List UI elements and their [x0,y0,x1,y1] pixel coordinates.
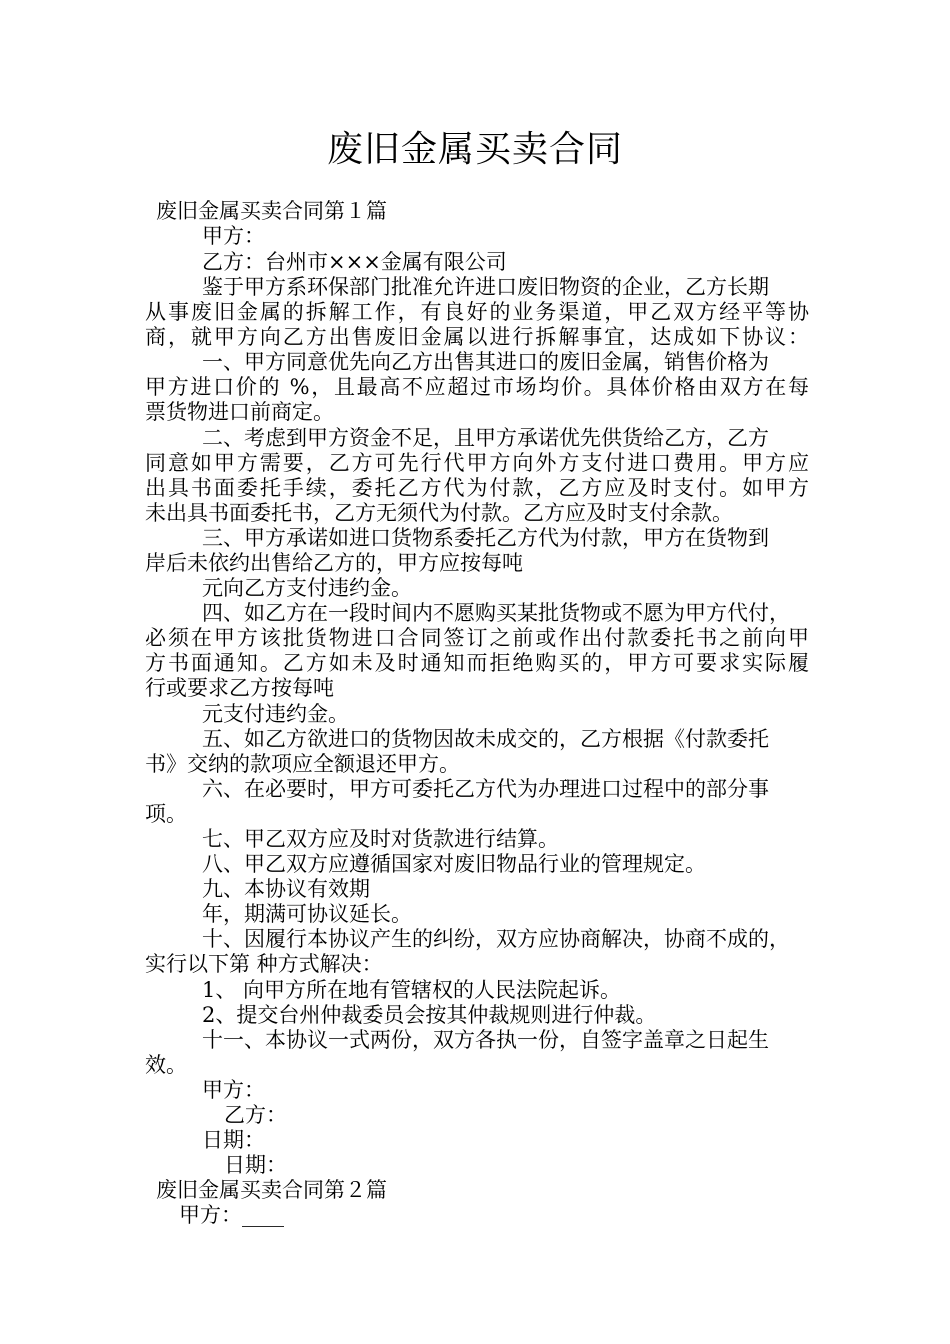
paragraph-line: 实行以下第 种方式解决： [145,952,383,976]
section-heading: 废旧金属买卖合同第２篇 [156,1178,387,1202]
paragraph-line: 书》交纳的款项应全额退还甲方。 [145,752,460,776]
paragraph-line: 八、甲乙双方应遵循国家对废旧物品行业的管理规定。 [202,852,706,876]
paragraph-line: 五、如乙方欲进口的货物因故未成交的，乙方根据《付款委托 [202,727,769,751]
paragraph-line: 出具书面委托手续，委托乙方代为付款，乙方应及时支付。如甲方 [145,476,809,500]
signature-party-a: 甲方： [202,1078,265,1102]
paragraph-line: 二、考虑到甲方资金不足，且甲方承诺优先供货给乙方，乙方 [202,426,769,450]
paragraph-line: 从事废旧金属的拆解工作，有良好的业务渠道，甲乙双方经平等协 [145,300,809,324]
paragraph-line: 必须在甲方该批货物进口合同签订之前或作出付款委托书之前向甲 [145,626,809,650]
signature-date-b: 日期： [224,1153,287,1177]
party-a-label: 甲方： [202,224,265,248]
document-title: 废旧金属买卖合同 [326,129,623,170]
paragraph-line: 甲方进口价的 %，且最高不应超过市场均价。具体价格由双方在每 [145,375,809,399]
paragraph-line: 元支付违约金。 [202,702,349,726]
party-b-label: 乙方：台州市×××金属有限公司 [202,250,507,274]
section-heading: 废旧金属买卖合同第１篇 [156,199,387,223]
paragraph-line: 方书面通知。乙方如未及时通知而拒绝购买的，甲方可要求实际履 [145,651,809,675]
paragraph-line: 鉴于甲方系环保部门批准允许进口废旧物资的企业，乙方长期 [202,275,769,299]
paragraph-line: 岸后未依约出售给乙方的，甲方应按每吨 [145,551,523,575]
paragraph-line: 行或要求乙方按每吨 [145,676,334,700]
paragraph-line: 项。 [145,802,187,826]
paragraph-line: 十、因履行本协议产生的纠纷，双方应协商解决，协商不成的， [202,927,790,951]
paragraph-line: 商，就甲方向乙方出售废旧金属以进行拆解事宜，达成如下协议： [145,325,809,349]
signature-date-a: 日期： [202,1128,265,1152]
paragraph-line: 效。 [145,1053,187,1077]
paragraph-line: 同意如甲方需要，乙方可先行代甲方向外方支付进口费用。甲方应 [145,451,809,475]
paragraph-line: 票货物进口前商定。 [145,400,334,424]
paragraph-line: 一、甲方同意优先向乙方出售其进口的废旧金属，销售价格为 [202,350,769,374]
paragraph-line: 1、 向甲方所在地有管辖权的人民法院起诉。 [202,978,622,1002]
paragraph-line: 元向乙方支付违约金。 [202,576,412,600]
paragraph-line: 未出具书面委托书，乙方无须代为付款。乙方应及时支付余款。 [145,501,733,525]
paragraph-line: 三、甲方承诺如进口货物系委托乙方代为付款，甲方在货物到 [202,526,769,550]
signature-party-b: 乙方： [224,1103,287,1127]
paragraph-line: 六、在必要时，甲方可委托乙方代为办理进口过程中的部分事 [202,777,769,801]
party-a-label: 甲方：____ [179,1203,284,1227]
paragraph-line: 七、甲乙双方应及时对货款进行结算。 [202,827,559,851]
paragraph-line: 年，期满可协议延长。 [202,902,412,926]
paragraph-line: 九、本协议有效期 [202,877,370,901]
paragraph-line: 2、提交台州仲裁委员会按其仲裁规则进行仲裁。 [202,1003,657,1027]
paragraph-line: 十一、本协议一式两份，双方各执一份，自签字盖章之日起生 [202,1028,769,1052]
paragraph-line: 四、如乙方在一段时间内不愿购买某批货物或不愿为甲方代付， [202,601,790,625]
